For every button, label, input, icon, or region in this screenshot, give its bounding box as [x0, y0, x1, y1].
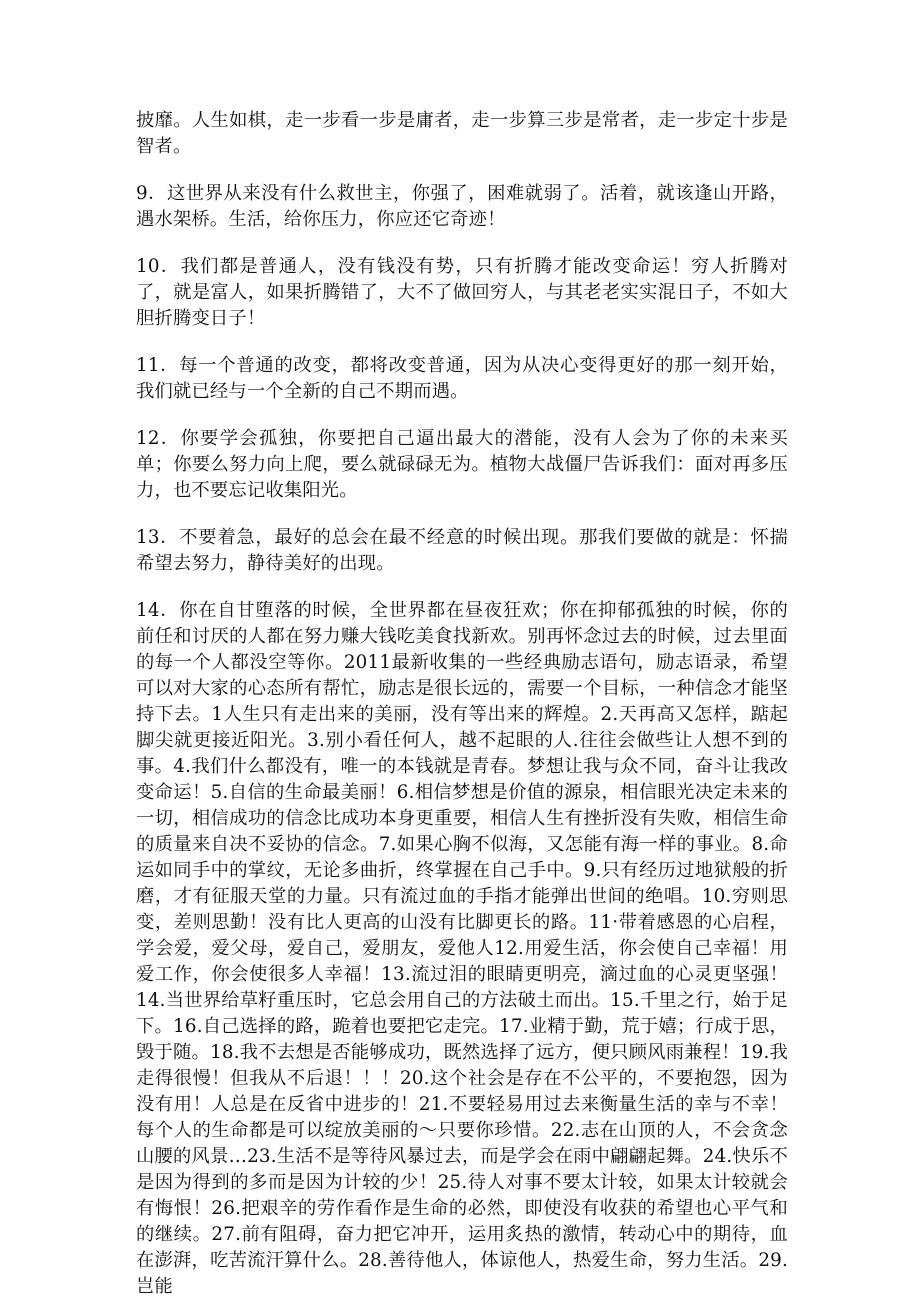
paragraph-11: 11．每一个普通的改变，都将改变普通，因为从决心变得更好的那一刻开始，我们就已经与一个全新的自己不期而遇。 [136, 355, 788, 402]
paragraph-continuation: 披靡。人生如棋，走一步看一步是庸者，走一步算三步是常者，走一步定十步是智者。 [136, 110, 788, 157]
paragraph-10: 10．我们都是普通人，没有钱没有势，只有折腾才能改变命运！穷人折腾对了，就是富人，如果折腾错了，大不了做回穷人，与其老老实实混日子，不如大胆折腾变日子！ [136, 256, 788, 329]
paragraph-12: 12．你要学会孤独，你要把自己逼出最大的潜能，没有人会为了你的未来买单；你要么努力向上爬，要么就碌碌无为。植物大战僵尸告诉我们：面对再多压力，也不要忘记收集阳光。 [136, 428, 788, 501]
paragraph-14: 14．你在自甘堕落的时候，全世界都在昼夜狂欢；你在抑郁孤独的时候，你的前任和讨厌的人都在努力赚大钱吃美食找新欢。别再怀念过去的时候，过去里面的每一个人都没空等你。2011最新收集的一些经典励志语句，励志语录，希望可以对大家的心态所有帮忙，励志是很长远的，需要一个目标，一种信念才能坚持下去。1人生只有走出来的美丽，没有等出来的辉煌。2.天再高又怎样，踮起脚尖就更接近阳光。3.别小看任何人，越不起眼的人.往往会做些让人想不到的事。4.我们什么都没有，唯一的本钱就是青春。梦想让我与众不同，奋斗让我改变命运！5.自信的生命最美丽！6.相信梦想是价值的源泉，相信眼光决定未来的一切，相信成功的信念比成功本身更重要，相信人生有挫折没有失败，相信生命的质量来自决不妥协的信念。7.如果心胸不似海，又怎能有海一样的事业。8.命运如同手中的掌纹，无论多曲折，终掌握在自己手中。9.只有经历过地狱般的折磨，才有征服天堂的力量。只有流过血的手指才能弹出世间的绝唱。10.穷则思变，差则思勤！没有比人更高的山没有比脚更长的路。11·带着感恩的心启程，学会爱，爱父母，爱自己，爱朋友，爱他人12.用爱生活，你会使自己幸福！用爱工作，你会使很多人幸福！13.流过泪的眼睛更明亮，滴过血的心灵更坚强！14.当世界给草籽重压时，它总会用自己的方法破土而出。15.千里之行，始于足下。16.自己选择的路，跪着也要把它走完。17.业精于勤，荒于嬉；行成于思，毁于随。18.我不去想是否能够成功，既然选择了远方，便只顾风雨兼程！19.我走得很慢！但我从不后退！！！20.这个社会是存在不公平的，不要抱怨，因为没有用！人总是在反省中进步的！21.不要轻易用过去来衡量生活的幸与不幸！每个人的生命都是可以绽放美丽的～只要你珍惜。22.志在山顶的人，不会贪念山腰的风景…23.生活不是等待风暴过去，而是学会在雨中翩翩起舞。24.快乐不是因为得到的多而是因为计较的少！25.待人对事不要太计较，如果太计较就会有悔恨！26.把艰辛的劳作看作是生命的必然，即使没有收获的希望也心平气和的继续。27.前有阻碍，奋力把它冲开，运用炙热的激情，转动心中的期待，血在澎湃，吃苦流汗算什么。28.善待他人，体谅他人，热爱生命，努力生活。29.岂能 [136, 600, 788, 1297]
document-body [136, 108, 788, 1300]
paragraph-9: 9．这世界从来没有什么救世主，你强了，困难就弱了。活着，就该逢山开路，遇水架桥。生活，给你压力，你应还它奇迹！ [136, 183, 788, 230]
paragraph-13: 13．不要着急，最好的总会在最不经意的时候出现。那我们要做的就是：怀揣希望去努力，静待美好的出现。 [136, 527, 788, 574]
